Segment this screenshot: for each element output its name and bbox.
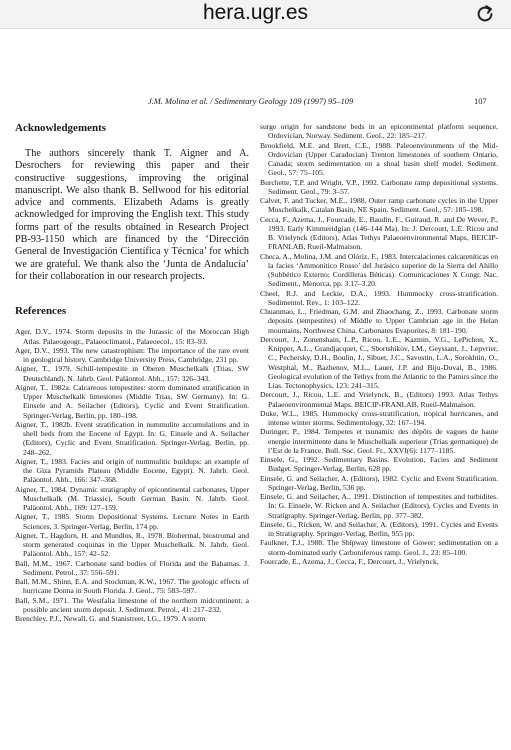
reference-entry: Aigner, T., 1982b. Event stratification in nummulite accumulations and in shell beds from the Eocene of Egypt. In: G. Einsele and A. Seilacher (Editors), Cyclic and Event Stratification. Springer-Verlag, Berlin, pp. 248–262. [15,419,249,457]
reference-entry: Duringer, P., 1984. Tempetes et tsunamis: des dépôts de vagues de haute energie intermittente dans le Muschelkalk superieur (Trias germanique) de l’Est de la France. Bull. Soc. Geol. Fr., XXVI(6): 1177–1185. [260,427,498,455]
reference-entry: Aigner, T., 1982a. Calcareous tempestites: storm dominated stratification in Upper Muschelkalk limestones (Middle Trias, SW Germany). In: G. Einsele and A. Seilacher (Editors), Cyclic and Event Stratification. Springer-Verlag, Berlin, pp. 180–198. [15,382,249,420]
page-number: 107 [474,97,487,106]
reference-entry: Einsele, G., 1992. Sedimentary Basins. Evolution, Facies and Sediment Budget. Springer-Verlag, Berlin, 628 pp. [260,455,498,474]
reference-entry: Duke, W.L., 1985. Hummocky cross-stratification, tropical hurricanes, and intense winter storms. Sedimentology, 32: 167–194. [260,408,498,427]
acknowledgements-text: The authors sincerely thank T. Aigner and A. Desrochers for reviewing this paper and their constructive suggestions, improving the original manuscript. We also thank B. Sellwood for his editorial advice and comments. Elizabeth Adams is greatly acknowledged for improving the English text. This study forms part of the results obtained in Research Project PB-93-1150 which are financed by the ‘Dirección General de Investigación Científica y Técnica’ for which we are grateful. We thank also the ‘Junta de Andalucía’ for their collaboration in our research projects. [15,148,249,282]
references-heading: References [15,305,67,318]
reference-entry: Burchette, T.P. and Wright, V.P., 1992. Carbonate ramp depositional systems. Sediment. Geol., 79: 3–57. [260,177,498,196]
reference-entry: Checa, A., Molina, J.M. and Olóriz, F., 1983. Intercalaciones calcareníticas en la facies ‘Ammonitico Rosso’ del Jurásico superior de la Sierra del Ahillo (Subbético Externo; Cordilleras Béticas). Comunicaciones X Congr. Nac. Sediment., Menorca, pp. 3.17–3.20. [260,251,498,289]
references-list-left [15,327,249,623]
reference-entry: Aigner, T., 1983. Facies and origin of nummulitic buildups: an example of the Giza Pyramids Plateau (Middle Eocene, Egypt). N. Jahrb. Geol. Paläontol. Abh., 166: 347–368. [15,456,249,485]
reference-entry: Einsele, G., Ricken, W. and Seilacher, A. (Editors), 1991. Cycles and Events in Stratigraphy. Springer-Verlag, Berlin, 955 pp. [260,519,498,538]
page-header [0,97,511,109]
reference-entry: Brookfield, M.E. and Brett, C.E., 1988. Paleoenvironments of the Mid-Ordovician (Upper Caradocian) Trenton limestones of southern Ontario, Canada; storm sedimentation on a shoal basin shelf model. Sediment. Geol., 57: 75–105. [260,140,498,178]
reference-entry: Ager, D.V., 1993. The new catastrophism: The importance of the rare event in geological history. Cambridge University Press, Cambridge, 231 pp. [15,345,249,365]
left-column [15,122,249,623]
reference-entry: Chuanmao, L., Friedman, G.M. and Zhaochang, Z., 1993. Carbonate storm deposits (tempestites) of Middle to Upper Cambrian age in the Helan mountains, Northwest China. Carbonates Evaporites, 8: 181–190. [260,307,498,335]
url-text[interactable]: hera.ugr.es [202,1,309,24]
reference-entry: Aigner, T., 1979. Schill-tempestite in Oberen Muschelkalk (Trias, SW Deutschland). N. Jahrb. Geol. Paläontol. Abh., 157: 326–343. [15,364,249,383]
reference-entry: Einsele, G. and Seilacher, A., 1991. Distinction of tempestites and turbidites. In: G. Einsele, W. Ricken and A. Seilacher (Editors), Cycles and Events in Stratigraphy. Springer-Verlag, Berlin, pp. 377–382. [260,492,498,520]
reference-entry: Aigner, T., Hagdorn, H. and Mundlos, R., 1978. Biohermal, biostromal and storm generated coquinas in the Upper Muschelkalk. N. Jahrb. Geol. Paläontol. Abh., 157: 42–52. [15,530,249,559]
reference-entry: Cheel, R.J. and Leckie, D.A., 1993. Hummocky cross-stratification. Sedimentol. Rev., 1: 103–122. [260,288,498,307]
references-list-right [260,122,498,566]
reference-entry: Dercourt, J., Ricou, L.E. and Vrielynck, B., (Editors) 1993. Atlas Tethys Palaeoenvironmental Maps. BEICIP-FRANLAB, Rueil-Malmaison. [260,390,498,409]
reference-entry: Fourcade, E., Azema, J., Cecca, F., Dercourt, J., Vrielynck, [260,556,439,566]
acknowledgements-heading: Acknowledgements [15,122,107,134]
reference-entry: Ball, S.M., 1971. The Westfalia limestone of the northern midcontinent: a possible ancient storm deposit. J. Sediment. Petrol., 41: 217–232. [15,595,249,614]
reference-entry: Ball, M.M., 1967. Carbonate sand bodies of Florida and the Bahamas. J. Sediment. Petrol., 37: 556–591. [15,558,249,577]
reference-entry: surge origin for sandstone beds in an epicontinental platform sequence, Ordovician, Norway. Sediment. Geol., 22: 185–217. [260,122,498,141]
browser-address-bar [0,0,511,29]
running-title: J.M. Molina et al. / Sedimentary Geology 109 (1997) 95–109 [148,97,354,106]
reference-entry: Ager, D.V., 1974. Storm deposits in the Jurassic of the Moroccan High Atlas. Palaeogeogr., Palaeoclimatol., Palaeoecol., 15: 83–93. [15,327,249,346]
reference-entry: Brenchley, P.J., Newall, G. and Stanistreet, I.G., 1979. A storm [15,614,206,624]
right-column [260,122,498,566]
reference-entry: Cecca, F., Azema, J., Fourcade, E., Baudin, F., Guiraud, R. and De Wever, P., 1993. Early Kimmeridgian (146–144 Ma). In: J. Dercourt, L.E. Ricou and B. Vrielynck (Editors), Atlas Tethys Palaeoenvironmental Maps, BEICIP-FRANLAB, Rueil-Malmaison. [260,214,498,252]
reference-entry: Faulkner, T.J., 1988. The Shipway limestone of Gower: sedimentation on a storm-dominated early Carboniferous ramp. Geol. J., 23: 85–100. [260,538,498,557]
reference-entry: Ball, M.M., Shinn, E.A. and Stockman, K.W., 1967. The geologic effects of hurricane Donna in South Florida. J. Geol., 75: 583–597. [15,577,249,596]
reference-entry: Dercourt, J., Zonenshain, L.P., Ricou, L.E., Kazmin, V.G., LePichon, X., Knipper, A.L., Grandjacquet, C., Sbortshikov, I.M., Geyssant, J., Lepvrier, C., Pechersky, D.H., Boulin, J., Sibuet, J.C., Savostin, L.A., Sorokhtin, O., Westphal, M., Bazhenov, M.L., Lauer, J.P. and Biju-Duval, B., 1986. Geological evolution of the Tethys from the Atlantic to the Pamirs since the Lias. Tectonophysics, 123: 241–315. [260,334,498,390]
reload-icon[interactable] [474,3,496,25]
reference-entry: Aigner, T., 1984. Dynamic stratigraphy of epicontinental carbonates, Upper Muschelkalk (M. Triassic), South German Basin. N. Jahrb. Geol. Paläontol. Abh., 169: 127–159. [15,484,249,513]
reference-entry: Einsele, G. and Seilacher, A. (Editors), 1982. Cyclic and Event Stratification. Springer-Verlag, Berlin, 536 pp. [260,473,498,492]
reference-entry: Calvet, F. and Tucker, M.E., 1988. Outer ramp carbonate cycles in the Upper Muschelkalk, Catalan Basin, NE Spain. Sediment. Geol., 57: 185–198. [260,196,498,215]
reference-entry: Aigner, T., 1985. Storm Depositional Systems. Lecture Notes in Earth Sciences, 3. Springer-Verlag, Berlin, 174 pp. [15,512,249,531]
